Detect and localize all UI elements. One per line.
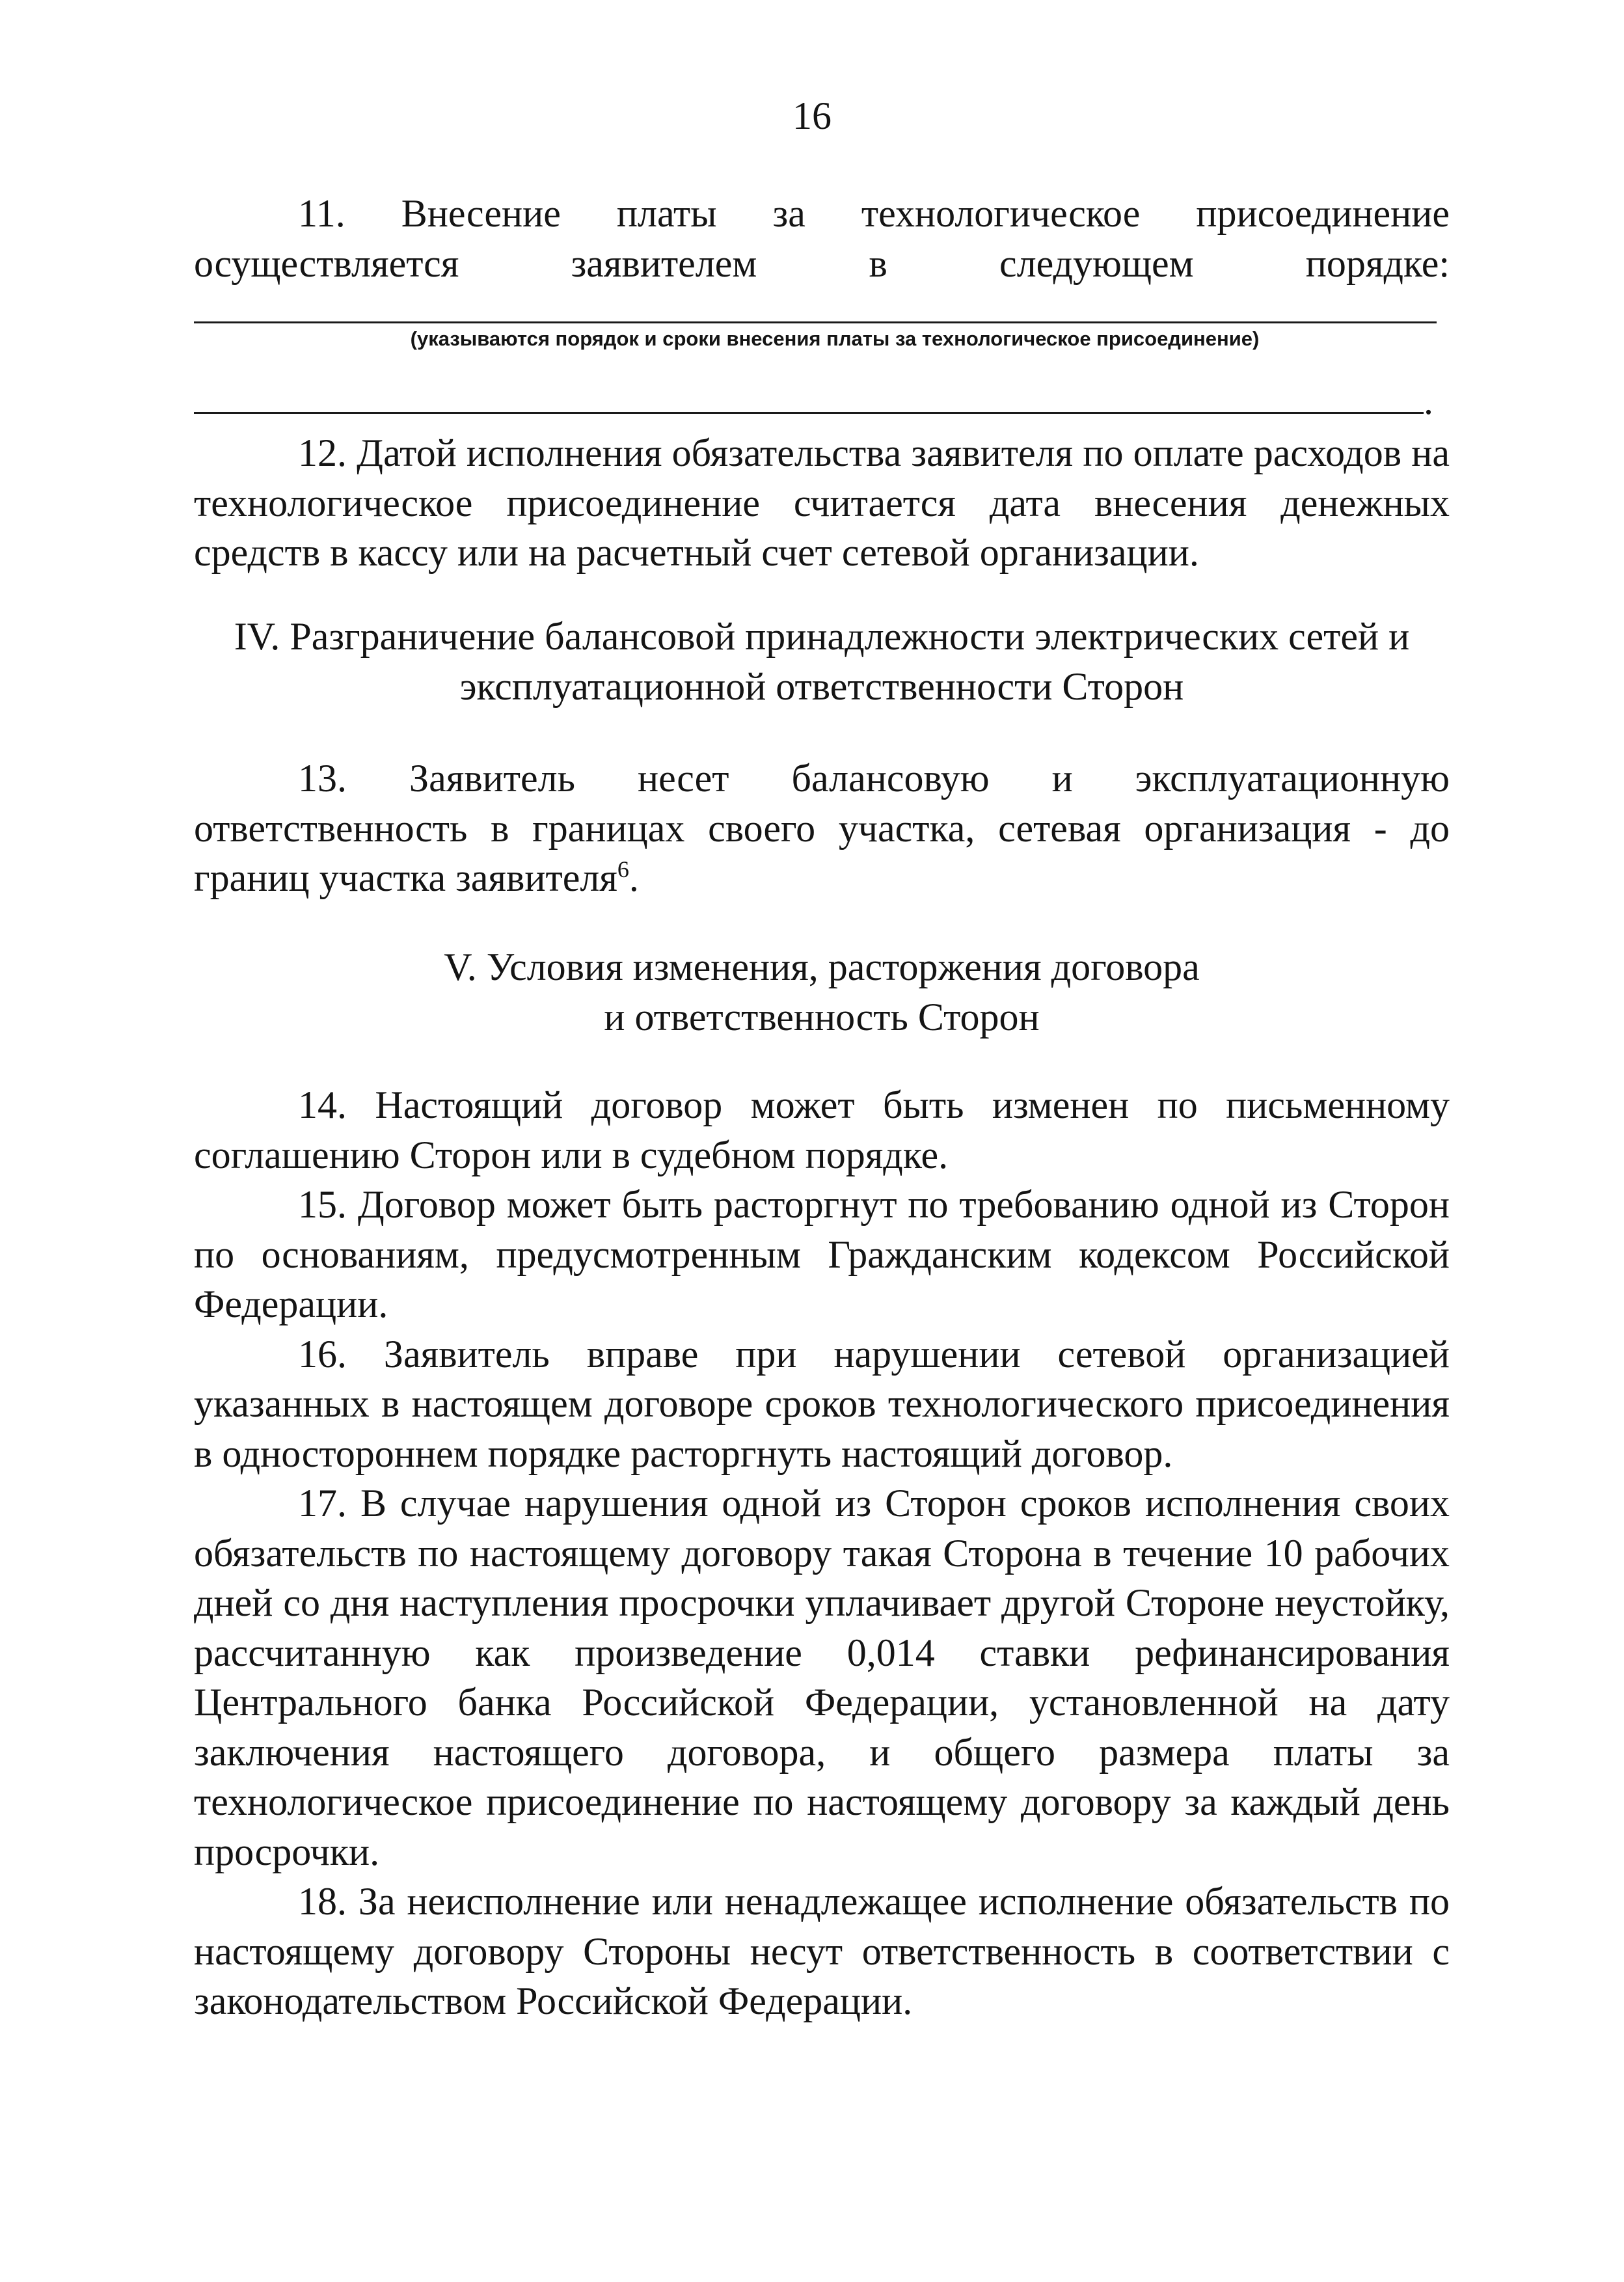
clause-14-text: 14. Настоящий договор может быть изменен по письменному соглашению Сторон или в судебном порядке. [194,1083,1450,1176]
clause-15-text: 15. Договор может быть расторгнут по требованию одной из Сторон по основаниям, предусмотренным Гражданским кодексом Российской Федерации. [194,1183,1450,1325]
footnote-ref: 6 [617,856,629,882]
section-4-title-line-2: эксплуатационной ответственности Сторон [459,664,1184,708]
clause-13 [194,754,1450,903]
clause-11-text: 11. Внесение платы за технологическое присоединение осуществляется заявителем в следующем порядке: [194,192,1450,285]
fill-in-caption: (указываются порядок и сроки внесения платы за технологическое присоединение) [410,327,1260,350]
clause-11 [194,189,1450,288]
clause-17-text: 17. В случае нарушения одной из Сторон сроков исполнения своих обязательств по настоящему договору такая Сторона в течение 10 рабочих дней со дня наступления просрочки уплачивает другой Стороне неустойку, рассчитанную как произведение 0,014 ставки рефинансирования Центрального банка Российской Федерации, установленной на дату заключения настоящего договора, и общего размера платы за технологическое присоединение по настоящему договору за каждый день просрочки. [194,1482,1450,1873]
clause-16-text: 16. Заявитель вправе при нарушении сетевой организацией указанных в настоящем договоре сроков технологического присоединения в одностороннем порядке расторгнуть настоящий договор. [194,1332,1450,1475]
clause-12-text: 12. Датой исполнения обязательства заявителя по оплате расходов на технологическое присоединение считается дата внесения денежных средств в кассу или на расчетный счет сетевой организации. [194,431,1450,574]
section-5-title-line-2: и ответственность Сторон [604,995,1040,1039]
period: . [1424,379,1433,422]
fill-in-line [194,321,1437,323]
clause-12 [194,428,1450,578]
section-5-heading [194,942,1450,1042]
fill-in-line [194,412,1424,414]
section-4-heading [194,612,1450,711]
section-4-title-line-1: IV. Разграничение балансовой принадлежности электрических сетей и [234,615,1410,658]
clause-18-text: 18. За неисполнение или ненадлежащее исполнение обязательств по настоящему договору Стороны несут ответственность в соответствии с законодательством Российской Федерации. [194,1880,1450,2022]
payment-blank-1 [194,321,1450,351]
payment-blank-2 [194,379,1450,422]
period: . [629,856,639,899]
page-number: 16 [792,94,832,137]
clauses-14-18 [194,1080,1450,2026]
section-5-title-line-1: V. Условия изменения, расторжения договора [444,945,1200,988]
clause-13-text: 13. Заявитель несет балансовую и эксплуатационную ответственность в границах своего участка, сетевая организация - до границ участка заявителя [194,757,1450,899]
